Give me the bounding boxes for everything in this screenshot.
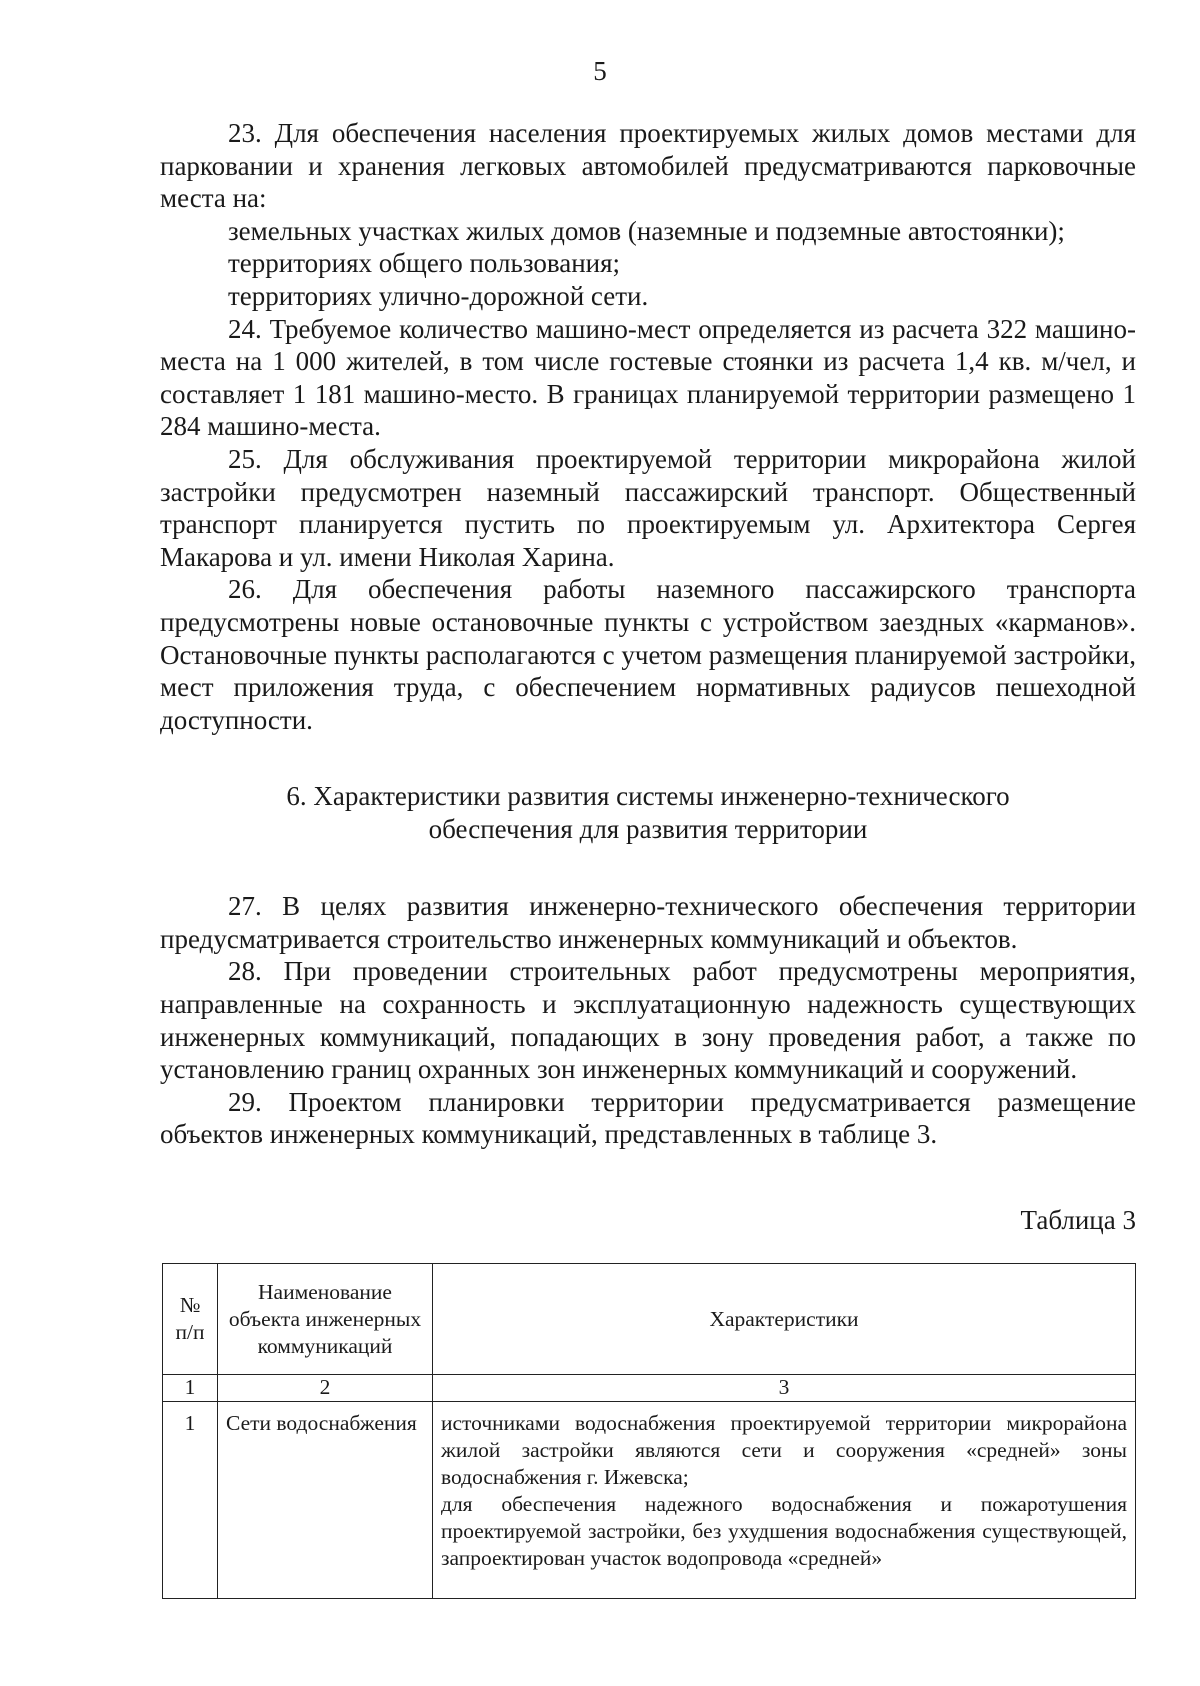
list-item: территориях улично-дорожной сети. bbox=[228, 280, 649, 311]
paragraph-29: 29. Проектом планировки территории предусматривается размещение объектов инженерных коммуникаций, представленных в таблице 3. bbox=[160, 1086, 1136, 1150]
row-object-name: Сети водоснабжения bbox=[218, 1402, 433, 1599]
paragraph-25: 25. Для обслуживания проектируемой территории микрорайона жилой застройки предусмотрен наземный пассажирский транспорт. Общественный транспорт планируется пустить по проектируемым ул. Архитектора Сергея Макарова и ул. имени Николая Харина. bbox=[160, 443, 1136, 572]
page-number: 5 bbox=[593, 56, 607, 86]
row-characteristics bbox=[433, 1402, 1136, 1599]
column-number: 3 bbox=[433, 1375, 1136, 1402]
header-object-name: Наименование объекта инженерных коммуникаций bbox=[218, 1264, 433, 1375]
list-item: земельных участках жилых домов (наземные и подземные автостоянки); bbox=[228, 215, 1065, 246]
characteristics-table bbox=[162, 1263, 1136, 1599]
paragraph-27: 27. В целях развития инженерно-технического обеспечения территории предусматривается строительство инженерных коммуникаций и объектов. bbox=[160, 891, 1136, 954]
column-number: 2 bbox=[218, 1375, 433, 1402]
document-body bbox=[160, 117, 1136, 1151]
table-header-row bbox=[163, 1264, 1136, 1375]
paragraph-28: 28. При проведении строительных работ предусмотрены мероприятия, направленные на сохранность и эксплуатационную надежность существующих инженерных коммуникаций, попадающих в зону проведения работ, а также по установлению границ охранных зон инженерных коммуникаций и сооружений. bbox=[160, 956, 1136, 1085]
header-characteristics: Характеристики bbox=[433, 1264, 1136, 1375]
section-heading-line-2: обеспечения для развития территории bbox=[428, 814, 868, 845]
table-caption: Таблица 3 bbox=[1020, 1205, 1136, 1235]
table-column-numbers-row bbox=[163, 1375, 1136, 1402]
characteristics-line: источниками водоснабжения проектируемой территории микрорайона жилой застройки являются сети и сооружения «средней» зоны водоснабжения г. Ижевска; bbox=[441, 1411, 1127, 1489]
list-item: территориях общего пользования; bbox=[228, 248, 621, 279]
table-row bbox=[163, 1402, 1136, 1599]
characteristics-line: для обеспечения надежного водоснабжения и пожаротушения проектируемой застройки, без ухудшения водоснабжения существующей, запроектирован участок водопровода «средней» bbox=[441, 1492, 1127, 1570]
column-number: 1 bbox=[163, 1375, 218, 1402]
row-number: 1 bbox=[163, 1402, 218, 1599]
paragraph-26: 26. Для обеспечения работы наземного пассажирского транспорта предусмотрены новые остановочные пункты с устройством заездных «карманов». Остановочные пункты располагаются с учетом размещения планируемой застройки, мест приложения труда, с обеспечением нормативных радиусов пешеходной доступности. bbox=[160, 574, 1136, 735]
section-heading-line-1: 6. Характеристики развития системы инженерно-технического bbox=[286, 781, 1010, 812]
section-heading bbox=[160, 780, 1136, 846]
header-number: № п/п bbox=[163, 1264, 218, 1375]
paragraph-23: 23. Для обеспечения населения проектируемых жилых домов местами для парковании и хранения легковых автомобилей предусматриваются парковочные места на: bbox=[160, 118, 1136, 214]
paragraph-24: 24. Требуемое количество машино-мест определяется из расчета 322 машино-места на 1 000 жителей, в том числе гостевые стоянки из расчета 1,4 кв. м/чел, и составляет 1 181 машино-место. В границах планируемой территории размещено 1 284 машино-места. bbox=[160, 313, 1136, 442]
